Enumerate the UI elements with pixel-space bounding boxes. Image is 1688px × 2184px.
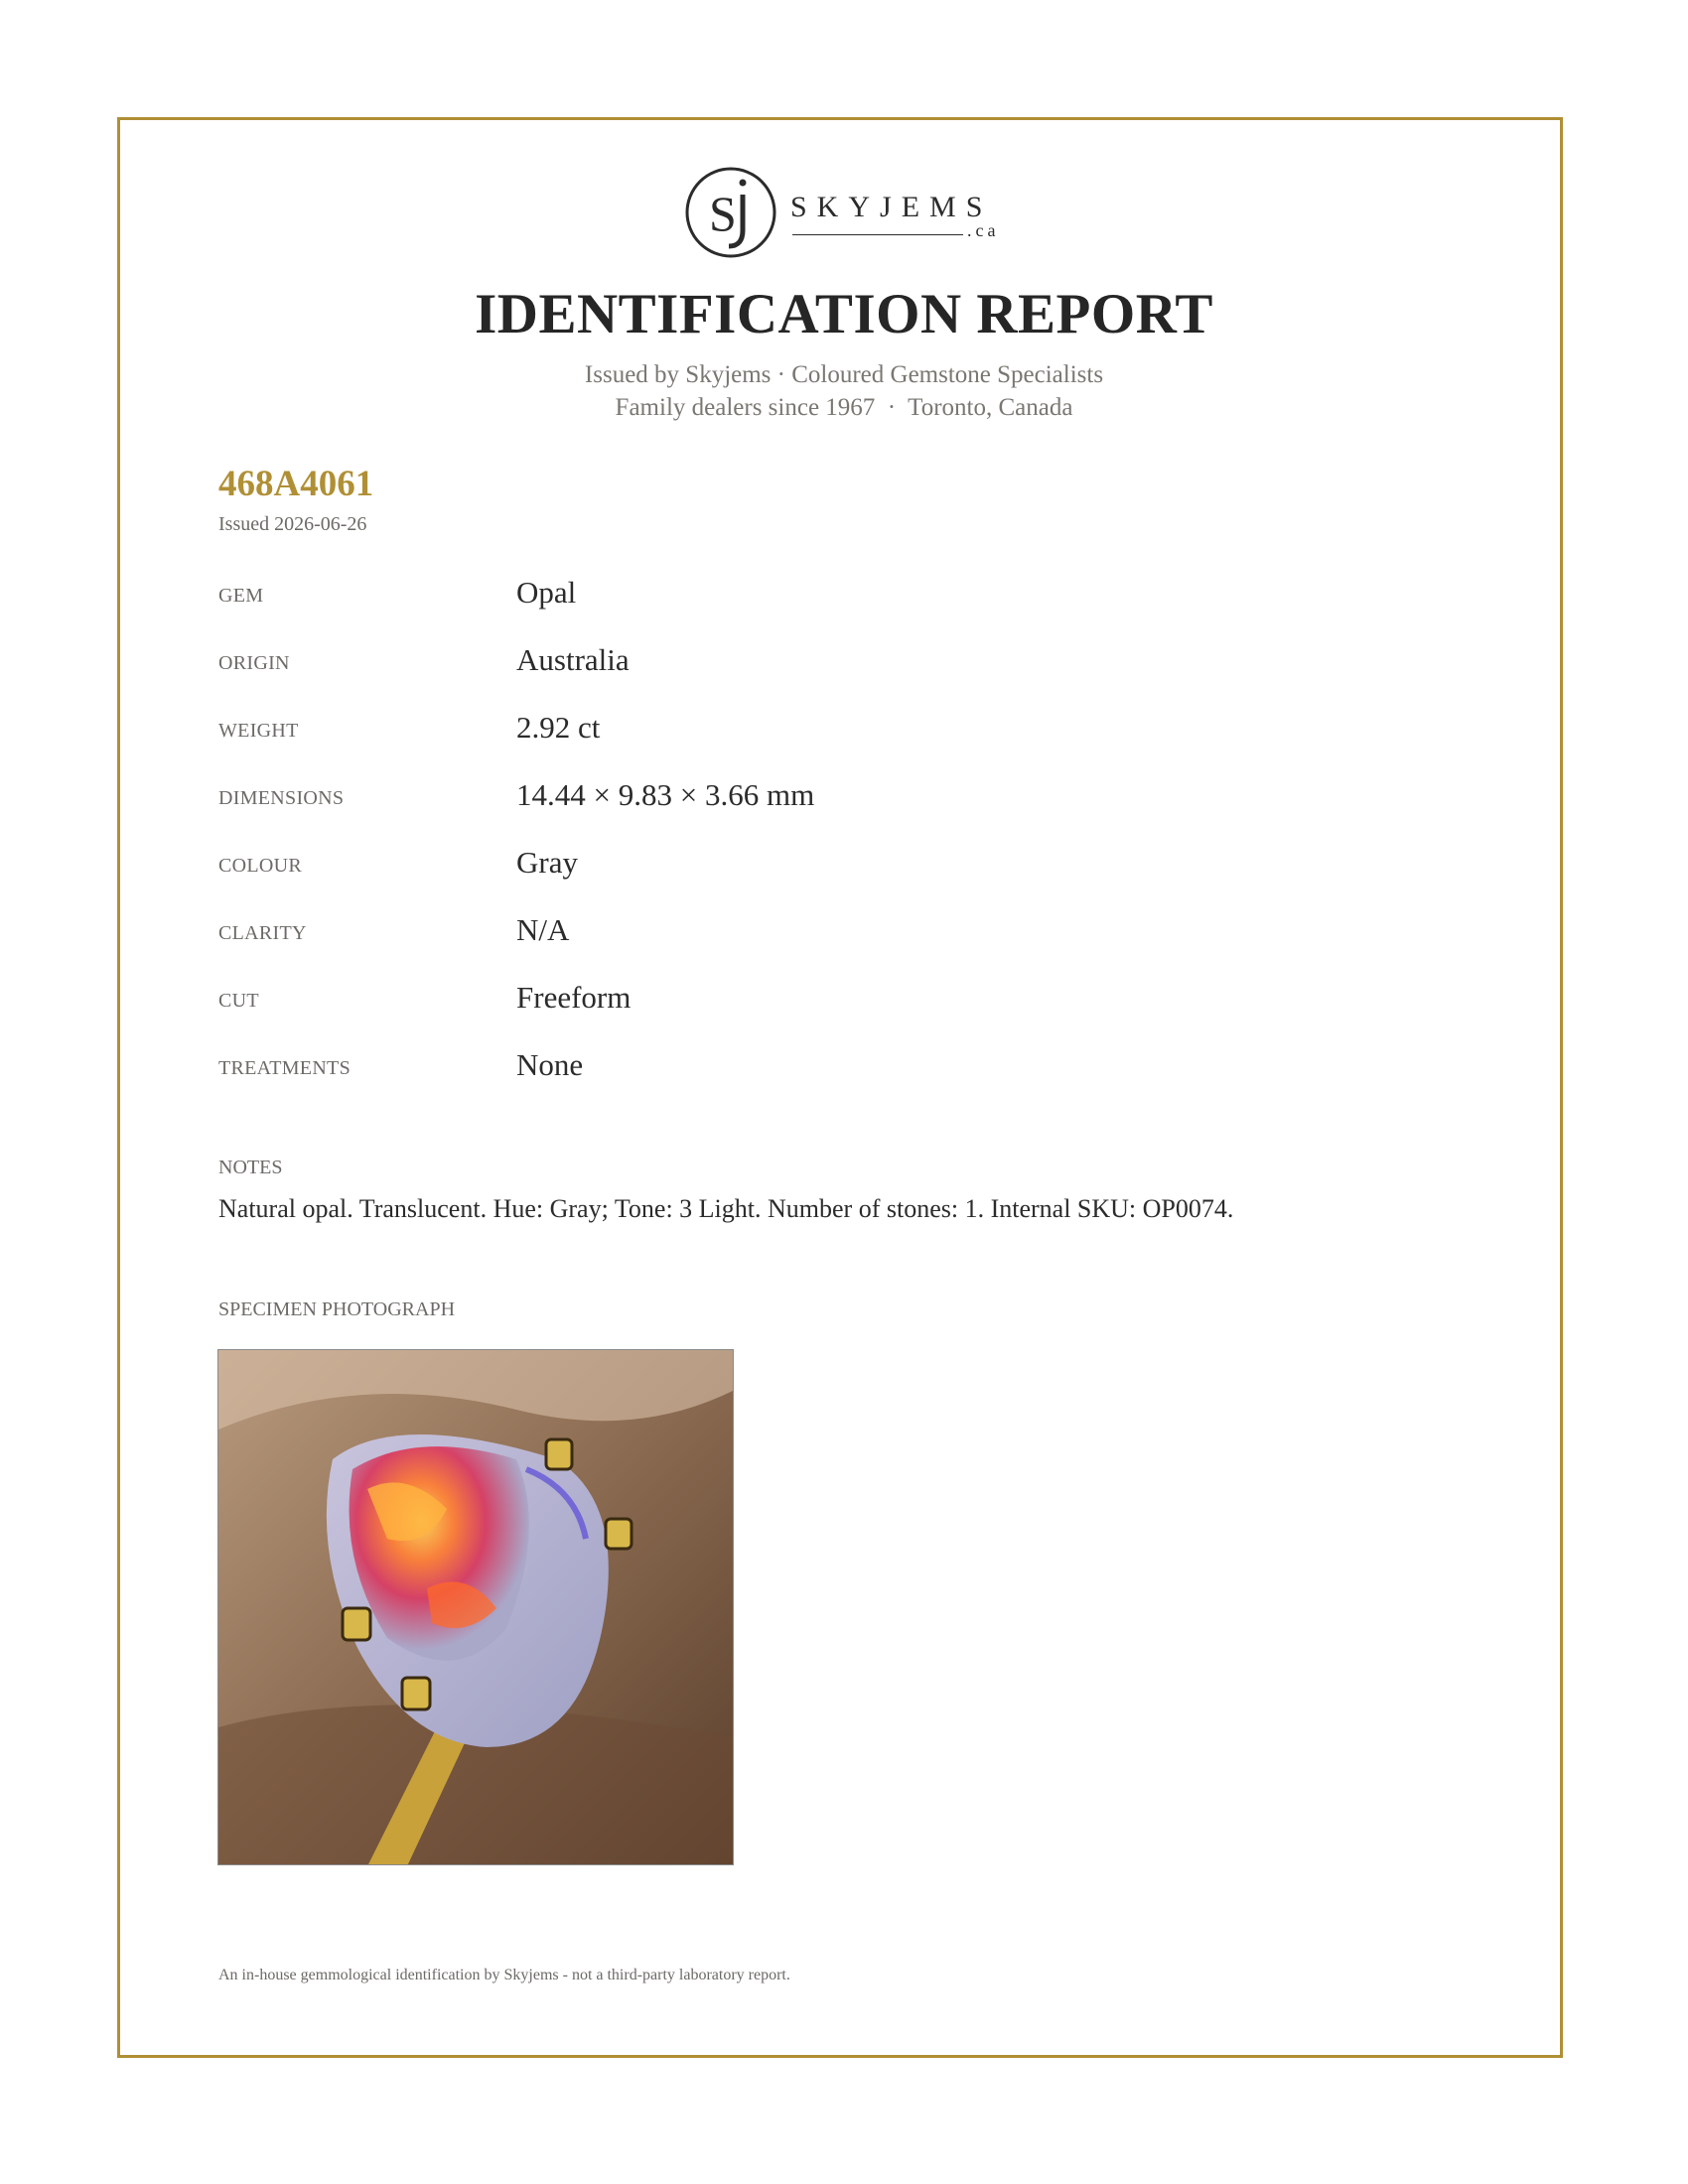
field-value-weight: 2.92 ct: [516, 710, 601, 745]
field-label-weight: WEIGHT: [218, 720, 299, 742]
field-label-gem: GEM: [218, 585, 264, 607]
opal-ring-illustration: [218, 1350, 734, 1865]
issuer-line: Issued by Skyjems · Coloured Gemstone Specialists: [584, 361, 1104, 388]
field-value-cut: Freeform: [516, 980, 632, 1015]
brand-underline: [792, 234, 963, 235]
field-label-dimensions: DIMENSIONS: [218, 787, 345, 809]
brand-name: SKYJEMS: [790, 191, 993, 223]
photo-label: SPECIMEN PHOTOGRAPH: [218, 1298, 456, 1320]
field-value-treatments: None: [516, 1047, 584, 1082]
dealer-line: Family dealers since 1967 · Toronto, Canada: [615, 394, 1073, 421]
field-value-gem: Opal: [516, 575, 577, 610]
field-value-clarity: N/A: [516, 912, 570, 947]
field-value-origin: Australia: [516, 642, 630, 677]
field-value-dimensions: 14.44 × 9.83 × 3.66 mm: [516, 777, 815, 812]
report-title: IDENTIFICATION REPORT: [475, 283, 1213, 345]
disclaimer-footer: An in-house gemmological identification by Skyjems - not a third-party laboratory report.: [218, 1967, 790, 1983]
field-label-colour: COLOUR: [218, 855, 303, 877]
sj-monogram-icon: [683, 165, 778, 260]
brand-domain-suffix: .ca: [967, 220, 1000, 240]
field-value-colour: Gray: [516, 845, 578, 880]
issued-date: Issued 2026-06-26: [218, 513, 367, 535]
specimen-photograph: [217, 1349, 734, 1865]
field-label-clarity: CLARITY: [218, 922, 307, 944]
field-label-cut: CUT: [218, 990, 259, 1012]
svg-text:S: S: [709, 186, 737, 241]
report-id: 468A4061: [218, 464, 374, 504]
notes-text: Natural opal. Translucent. Hue: Gray; Tone: 3 Light. Number of stones: 1. Internal SKU: OP0074.: [218, 1194, 1234, 1223]
field-label-treatments: TREATMENTS: [218, 1057, 351, 1079]
field-label-origin: ORIGIN: [218, 652, 290, 674]
skyjems-logo: [683, 165, 1011, 264]
notes-label: NOTES: [218, 1157, 283, 1178]
